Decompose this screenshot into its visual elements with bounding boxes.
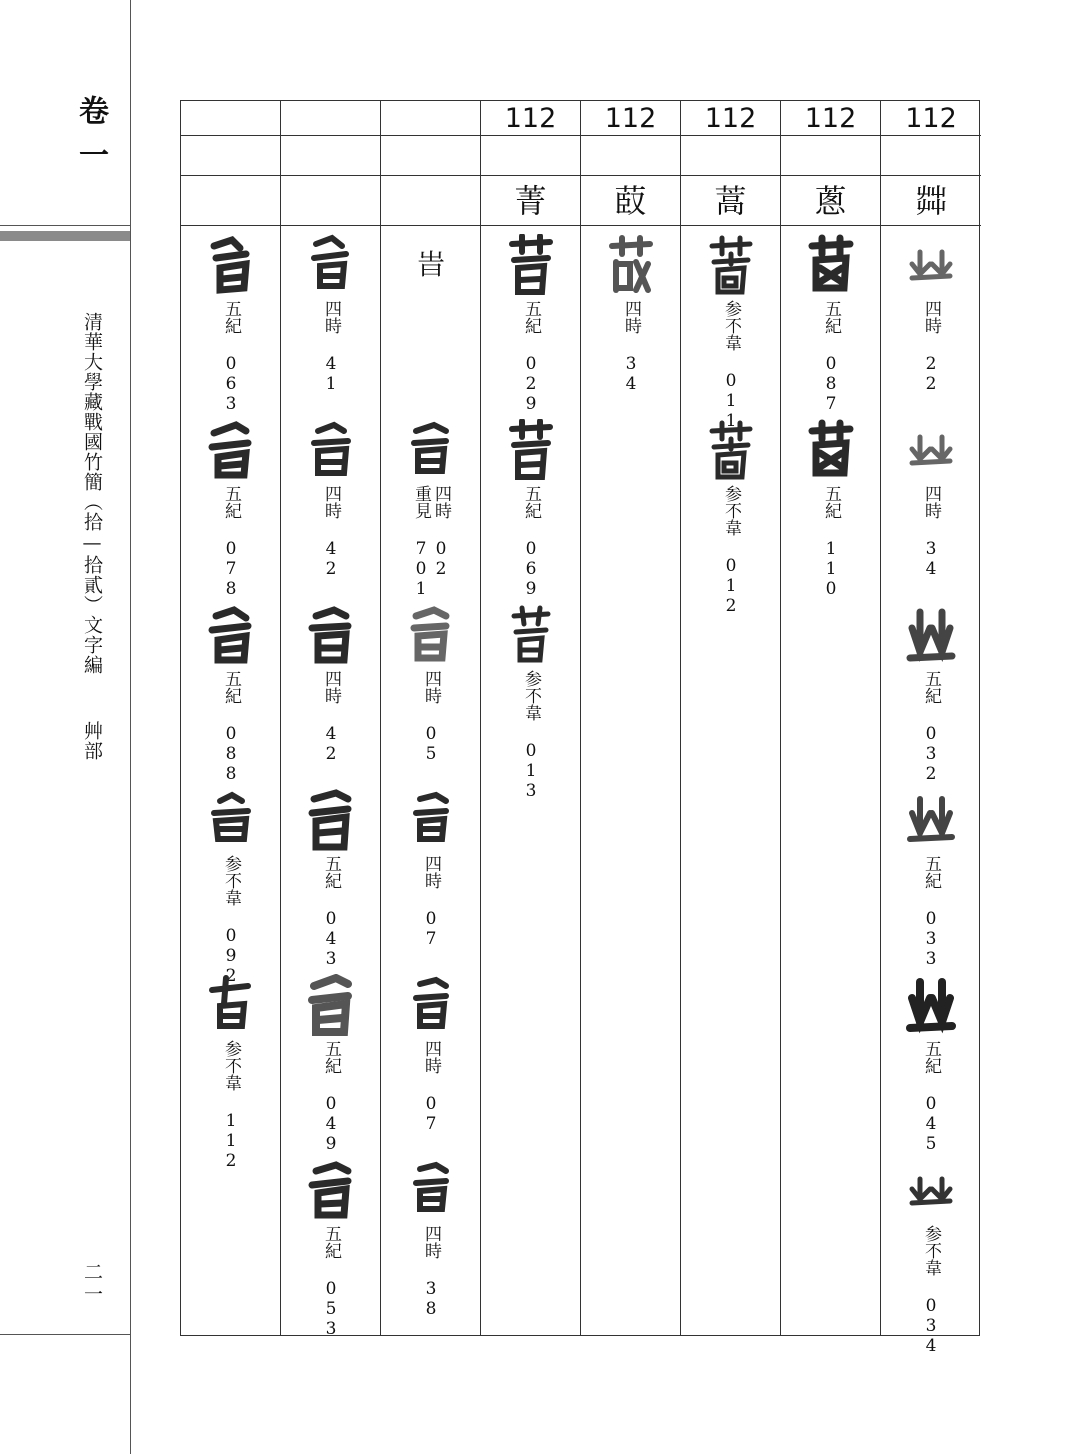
side-margin: [0, 0, 131, 1454]
source-citation: 四時 07: [421, 855, 441, 949]
source-citation: 五紀 063: [221, 300, 241, 414]
blank-row: [781, 136, 880, 176]
glyph-entry: [381, 234, 481, 300]
glyph-entry: [381, 789, 481, 949]
glyph-entry: [781, 234, 881, 414]
source-citation: 四時 34: [621, 300, 641, 394]
table-column: [581, 101, 681, 1335]
table-column: [781, 101, 881, 1335]
entry-number: [381, 101, 480, 136]
table-column: [881, 101, 981, 1356]
source-citation: 四時 34: [921, 485, 941, 579]
script-glyph-image: [906, 419, 956, 481]
script-glyph-image: [306, 234, 356, 296]
script-glyph-image: [706, 234, 756, 296]
source-citation: 四時 42: [321, 670, 341, 764]
script-glyph-image: [806, 419, 856, 481]
script-glyph-image: [706, 419, 756, 481]
glyph-entry: [281, 604, 381, 764]
margin-bar: [0, 231, 130, 241]
entry-number: [181, 101, 280, 136]
source-citation: 五紀 045: [921, 1040, 941, 1154]
glyph-entry: [181, 789, 281, 986]
glyph-entry: [281, 974, 381, 1154]
source-citation: 四時 02 重見 701: [411, 485, 451, 599]
source-citation: 五紀 032: [921, 670, 941, 784]
character-heading: 菣: [581, 176, 680, 226]
glyph-entry: [481, 234, 581, 414]
script-glyph-image: [206, 234, 256, 296]
glyph-entry: [581, 234, 681, 394]
script-glyph-image: [206, 604, 256, 666]
script-glyph-image: [906, 234, 956, 296]
script-glyph-image: [406, 1159, 456, 1221]
source-citation: 参不韋 012: [721, 485, 741, 616]
source-citation: 四時 38: [421, 1225, 441, 1319]
source-citation: 五紀 043: [321, 855, 341, 969]
glyph-entry: [881, 604, 981, 784]
glyph-list: [581, 226, 680, 1335]
glyph-entry: [881, 974, 981, 1154]
script-glyph-image: [406, 419, 456, 481]
blank-row: [681, 136, 780, 176]
source-citation: 参不韋 013: [521, 670, 541, 801]
entry-number: [281, 101, 380, 136]
script-glyph-image: [306, 419, 356, 481]
script-glyph-image: [406, 789, 456, 851]
glyph-entry: [181, 974, 281, 1171]
glyph-entry: [281, 419, 381, 579]
volume-label: 卷一: [73, 95, 108, 183]
glyph-list: [281, 226, 380, 1339]
glyph-entry: [181, 234, 281, 414]
character-heading: 蒿: [681, 176, 780, 226]
character-heading: 菁: [481, 176, 580, 226]
source-citation: 参不韋 034: [921, 1225, 941, 1356]
glyph-entry: [881, 789, 981, 969]
character-heading: [181, 176, 280, 226]
source-citation: 五紀 033: [921, 855, 941, 969]
glyph-entry: [781, 419, 881, 599]
script-glyph-image: [206, 974, 256, 1036]
script-glyph-image: [506, 419, 556, 481]
script-glyph-image: [806, 234, 856, 296]
character-table: [180, 100, 980, 1356]
table-column: [381, 101, 481, 1335]
glyph-entry: [381, 1159, 481, 1319]
source-citation: 五紀 029: [521, 300, 541, 414]
entry-number: 112: [681, 101, 780, 136]
script-glyph-image: [906, 1159, 956, 1221]
table-column: [481, 101, 581, 1335]
table-column: [281, 101, 381, 1339]
glyph-entry: [481, 604, 581, 801]
running-title: 清華大學藏戰國竹簡（拾—拾貳）文字編 艸部: [81, 312, 103, 761]
glyph-list: [681, 226, 780, 1335]
blank-row: [381, 136, 480, 176]
character-heading: [281, 176, 380, 226]
entry-number: 112: [581, 101, 680, 136]
script-glyph-image: [906, 974, 956, 1036]
glyph-entry: [281, 789, 381, 969]
glyph-entry: [281, 1159, 381, 1339]
table-column: [681, 101, 781, 1335]
source-citation: 四時 42: [321, 485, 341, 579]
script-glyph-image: [206, 419, 256, 481]
source-citation: 参不韋 112: [221, 1040, 241, 1171]
margin-divider: [0, 225, 130, 226]
glyph-list: [881, 226, 981, 1356]
entry-number: 112: [481, 101, 580, 136]
page-number: 二一: [81, 1262, 103, 1306]
glyph-list: [481, 226, 580, 1335]
source-citation: 五紀 087: [821, 300, 841, 414]
glyph-list: [781, 226, 880, 1335]
glyph-entry: [381, 604, 481, 764]
source-citation: 五紀 049: [321, 1040, 341, 1154]
glyph-entry: [881, 234, 981, 394]
script-glyph-image: [606, 234, 656, 296]
blank-row: [481, 136, 580, 176]
source-citation: 五紀 110: [821, 485, 841, 599]
script-glyph-image: [306, 974, 356, 1036]
glyph-entry: [681, 234, 781, 431]
script-glyph-image: [306, 1159, 356, 1221]
script-glyph-image: [906, 604, 956, 666]
entry-number: 112: [881, 101, 981, 136]
glyph-entry: [881, 1159, 981, 1356]
source-citation: 五紀 069: [521, 485, 541, 599]
blank-row: [581, 136, 680, 176]
glyph-entry: [181, 419, 281, 599]
glyph-list: [381, 226, 480, 1335]
glyph-entry: [381, 419, 481, 599]
script-glyph-image: [406, 974, 456, 1036]
script-glyph-image: [306, 604, 356, 666]
character-heading: 蔥: [781, 176, 880, 226]
script-glyph-image: [206, 789, 256, 851]
glyph-entry: [481, 419, 581, 599]
script-glyph-image: [906, 789, 956, 851]
entry-number: 112: [781, 101, 880, 136]
source-citation: 五紀 088: [221, 670, 241, 784]
source-citation: 参不韋 011: [721, 300, 741, 431]
source-citation: 五紀 078: [221, 485, 241, 599]
source-citation: 四時 07: [421, 1040, 441, 1134]
glyph-entry: [281, 234, 381, 394]
script-glyph-image: [306, 789, 356, 851]
source-citation: 参不韋 092: [221, 855, 241, 986]
blank-row: [281, 136, 380, 176]
glyph-entry: [381, 974, 481, 1134]
script-glyph-image: [406, 604, 456, 666]
source-citation: 四時 05: [421, 670, 441, 764]
glyph-list: [181, 226, 280, 1335]
source-citation: 四時 22: [921, 300, 941, 394]
table-column: [181, 101, 281, 1335]
blank-row: [181, 136, 280, 176]
glyph-entry: [681, 419, 781, 616]
script-glyph-image: [506, 234, 556, 296]
character-heading: [381, 176, 480, 226]
printed-glyph: 旹: [416, 248, 445, 281]
blank-row: [881, 136, 981, 176]
margin-divider: [0, 1334, 130, 1335]
script-glyph-image: [506, 604, 556, 666]
character-heading: 茻: [881, 176, 981, 226]
source-citation: 五紀 053: [321, 1225, 341, 1339]
glyph-entry: [881, 419, 981, 579]
source-citation: 四時 41: [321, 300, 341, 394]
glyph-entry: [181, 604, 281, 784]
